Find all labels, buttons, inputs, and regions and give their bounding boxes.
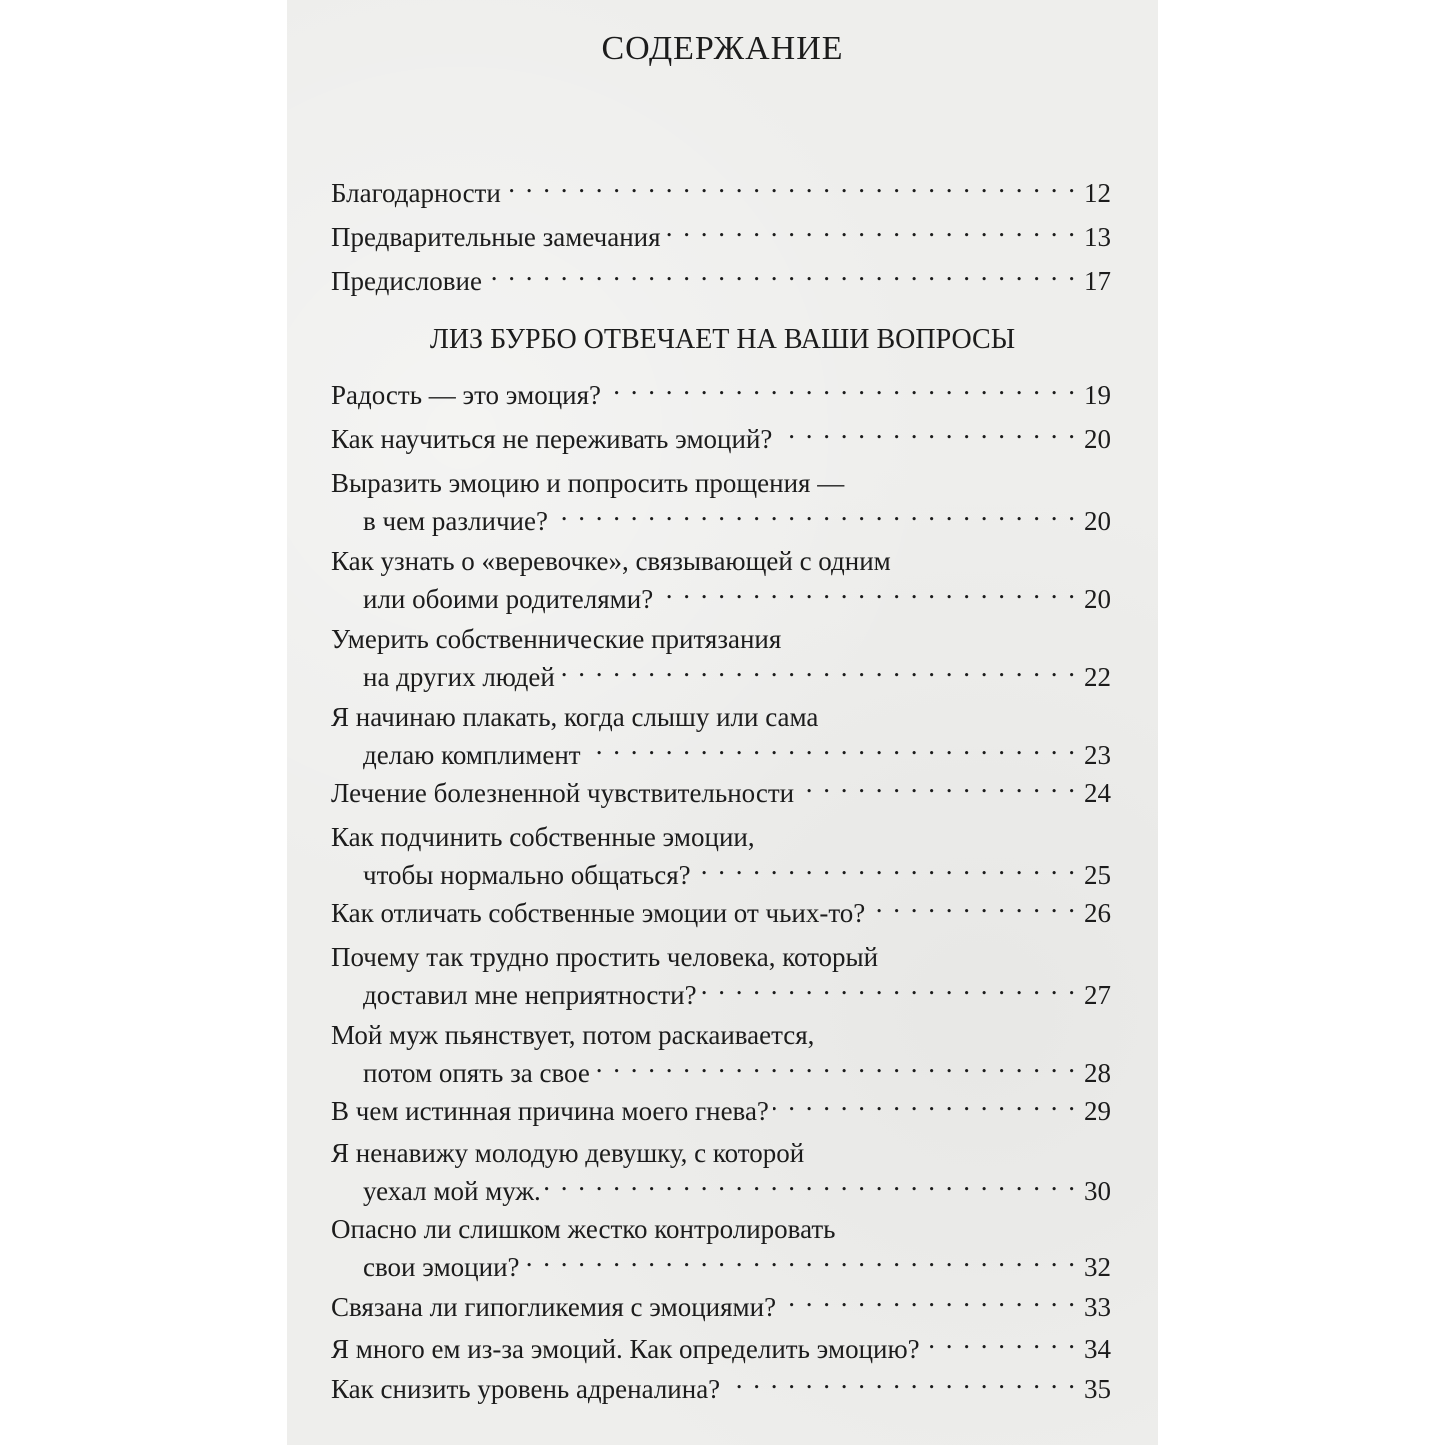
toc-entry-title: Лечение болезненной чувствительности <box>331 778 795 808</box>
toc-page-number: 35 <box>1084 1374 1111 1404</box>
dot-leader <box>545 1173 1077 1200</box>
toc-page-number: 13 <box>1084 222 1111 252</box>
dot-leader <box>780 1289 1077 1316</box>
toc-page-number: 19 <box>1084 380 1111 410</box>
toc-entry-title: Как подчинить собственные эмоции, <box>331 822 755 852</box>
toc-entry-title: Опасно ли слишком жестко контролировать <box>331 1214 836 1244</box>
toc-entry[interactable] <box>331 420 1111 458</box>
toc-entry-title-cont: в чем различие? <box>363 506 548 536</box>
toc-entry[interactable] <box>331 1370 1111 1408</box>
toc-entry-title-cont: или обоими родителями? <box>363 584 654 614</box>
dot-leader <box>486 263 1077 290</box>
dot-leader <box>665 219 1077 246</box>
toc-entry-title: Связана ли гипогликемия с эмоциями? <box>331 1292 777 1322</box>
dot-leader <box>798 775 1077 802</box>
toc-entry[interactable] <box>331 698 1111 774</box>
toc-entry[interactable] <box>331 938 1111 1014</box>
toc-page-number: 28 <box>1084 1058 1111 1088</box>
toc-page-number: 34 <box>1084 1334 1111 1364</box>
toc-entry-title-cont: чтобы нормально общаться? <box>363 860 691 890</box>
dot-leader <box>594 1055 1077 1082</box>
toc-entry-title: В чем истинная причина моего гнева? <box>331 1096 769 1126</box>
dot-leader <box>924 1331 1077 1358</box>
toc-entry[interactable] <box>331 1016 1111 1092</box>
dot-leader <box>552 503 1077 530</box>
toc-entry-title: Предисловие <box>331 266 482 296</box>
toc-page-number: 33 <box>1084 1292 1111 1322</box>
toc-entry[interactable] <box>331 262 1111 300</box>
toc-page-number: 25 <box>1084 860 1111 890</box>
toc-page-number: 29 <box>1084 1096 1111 1126</box>
toc-entry[interactable] <box>331 774 1111 812</box>
toc-entry-title-cont: свои эмоции? <box>363 1252 520 1282</box>
page-title: СОДЕРЖАНИЕ <box>601 30 844 67</box>
toc-entry-title-cont: доставил мне неприятности? <box>363 980 697 1010</box>
toc-entry[interactable] <box>331 1210 1111 1286</box>
toc-entry-title-cont: делаю комплимент <box>363 740 581 770</box>
toc-entry-title: Как научиться не переживать эмоций? <box>331 424 773 454</box>
dot-leader <box>657 581 1077 608</box>
toc-entry[interactable] <box>331 376 1111 414</box>
dot-leader <box>776 421 1077 448</box>
section-title: ЛИЗ БУРБО ОТВЕЧАЕТ НА ВАШИ ВОПРОСЫ <box>429 324 1016 355</box>
toc-page-number: 30 <box>1084 1176 1111 1206</box>
toc-page-number: 17 <box>1084 266 1111 296</box>
toc-entry-title: Умерить собственнические притязания <box>331 624 782 654</box>
book-page <box>287 0 1158 1445</box>
toc-entry-title: Выразить эмоцию и попросить прощения — <box>331 468 845 498</box>
toc-page-number: 20 <box>1084 424 1111 454</box>
toc-entry[interactable] <box>331 542 1111 618</box>
toc-entry-title: Радость — это эмоция? <box>331 380 602 410</box>
dot-leader <box>869 895 1077 922</box>
toc-entry[interactable] <box>331 1134 1111 1210</box>
toc-entry-title: Я начинаю плакать, когда слышу или сама <box>331 702 819 732</box>
dot-leader <box>559 659 1077 686</box>
toc-page-number: 24 <box>1084 778 1111 808</box>
dot-leader <box>724 1371 1077 1398</box>
toc-entry[interactable] <box>331 1330 1111 1368</box>
toc-page-number: 32 <box>1084 1252 1111 1282</box>
dot-leader <box>773 1093 1077 1120</box>
toc-entry-title-cont: на других людей <box>363 662 555 692</box>
toc-page-number: 20 <box>1084 584 1111 614</box>
toc-entry-title: Я ненавижу молодую девушку, с которой <box>331 1138 805 1168</box>
toc-page-number: 20 <box>1084 506 1111 536</box>
toc-entry[interactable] <box>331 818 1111 894</box>
toc-entry-title: Предварительные замечания <box>331 222 661 252</box>
dot-leader <box>524 1249 1077 1276</box>
toc-entry-title: Почему так трудно простить человека, который <box>331 942 879 972</box>
toc-entry-title: Мой муж пьянствует, потом раскаивается, <box>331 1020 815 1050</box>
toc-entry[interactable] <box>331 894 1111 932</box>
toc-entry-title: Я много ем из-за эмоций. Как определить эмоцию? <box>331 1334 920 1364</box>
toc-page-number: 23 <box>1084 740 1111 770</box>
toc-entry-title-cont: уехал мой муж. <box>363 1176 541 1206</box>
toc-entry[interactable] <box>331 620 1111 696</box>
toc-entry[interactable] <box>331 218 1111 256</box>
dot-leader <box>695 857 1077 884</box>
dot-leader <box>701 977 1077 1004</box>
toc-entry-title: Как снизить уровень адреналина? <box>331 1374 721 1404</box>
toc-entry-title: Как узнать о «веревочке», связывающей с одним <box>331 546 891 576</box>
toc-entry[interactable] <box>331 174 1111 212</box>
toc-entry[interactable] <box>331 1288 1111 1326</box>
toc-page-number: 26 <box>1084 898 1111 928</box>
toc-entry-title-cont: потом опять за свое <box>363 1058 590 1088</box>
toc-page-number: 27 <box>1084 980 1111 1010</box>
toc-entry[interactable] <box>331 464 1111 540</box>
toc-entry[interactable] <box>331 1092 1111 1130</box>
dot-leader <box>585 737 1077 764</box>
toc-entry-title: Благодарности <box>331 178 501 208</box>
toc-page-number: 22 <box>1084 662 1111 692</box>
dot-leader <box>605 377 1077 404</box>
dot-leader <box>505 175 1077 202</box>
toc-entry-title: Как отличать собственные эмоции от чьих-то? <box>331 898 866 928</box>
toc-page-number: 12 <box>1084 178 1111 208</box>
